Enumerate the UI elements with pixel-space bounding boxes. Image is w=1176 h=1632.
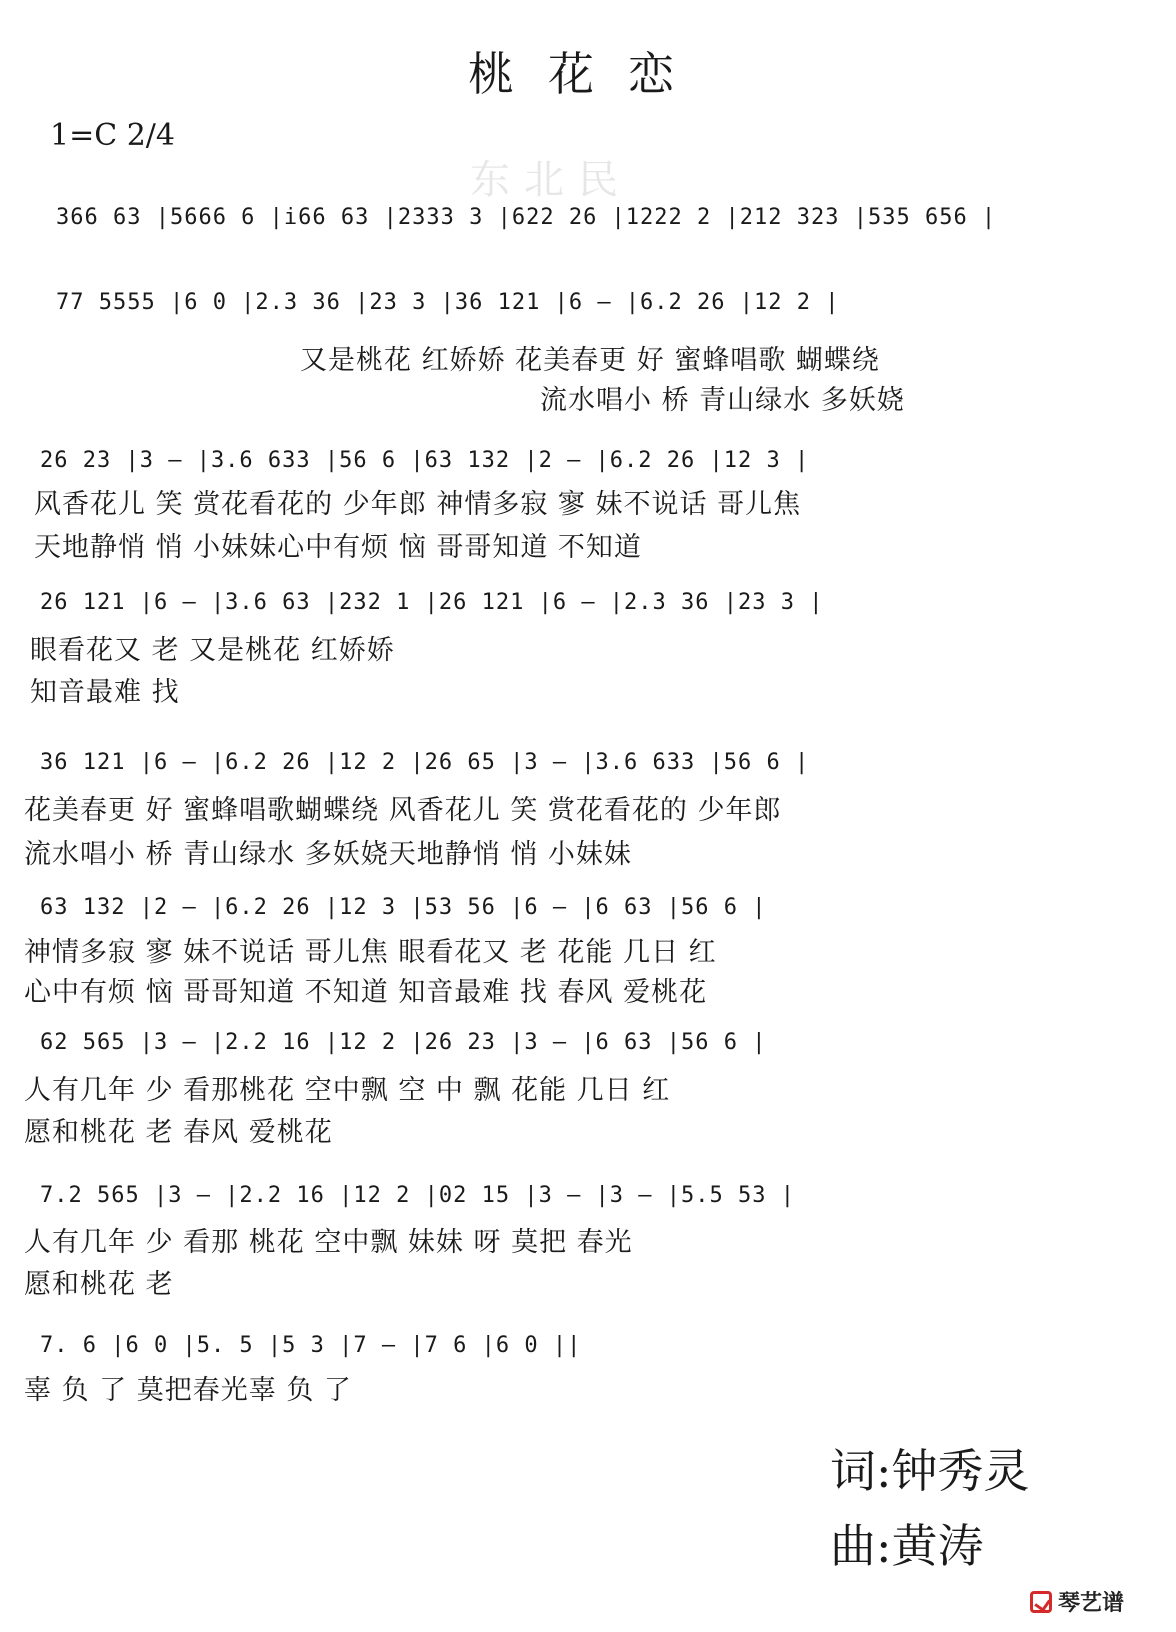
lyric-verse-2: 流水唱小 桥 青山绿水 多妖娆天地静悄 悄 小妹妹 bbox=[24, 839, 632, 870]
lyric-verse-1: 又是桃花 红娇娇 花美春更 好 蜜蜂唱歌 蝴蝶绕 bbox=[300, 345, 880, 376]
notation-line: 62 565 |3 — |2.2 16 |12 2 |26 23 |3 — |6 63 |56 6 | bbox=[40, 1030, 767, 1055]
lyric-verse-1: 人有几年 少 看那桃花 空中飘 空 中 飘 花能 几日 红 bbox=[24, 1075, 671, 1106]
notation-line: 7. 6 |6 0 |5. 5 |5 3 |7 — |7 6 |6 0 || bbox=[40, 1333, 582, 1358]
watermark-text: 东北民 bbox=[470, 157, 632, 203]
lyric-verse-2: 流水唱小 桥 青山绿水 多妖娆 bbox=[540, 385, 905, 416]
key-signature: 1=C 2/4 bbox=[50, 118, 175, 153]
lyric-verse-2: 愿和桃花 老 bbox=[24, 1269, 174, 1300]
notation-line: 36 121 |6 — |6.2 26 |12 2 |26 65 |3 — |3.6 633 |56 6 | bbox=[40, 750, 810, 775]
lyric-verse-1: 眼看花又 老 又是桃花 红娇娇 bbox=[30, 635, 395, 666]
lyric-verse-2: 天地静悄 悄 小妹妹心中有烦 恼 哥哥知道 不知道 bbox=[34, 532, 642, 563]
notation-line: 26 23 |3 — |3.6 633 |56 6 |63 132 |2 — |6.2 26 |12 3 | bbox=[40, 448, 810, 473]
song-title: 桃花恋 bbox=[468, 47, 708, 101]
composer-credit: 曲:黄涛 bbox=[830, 1519, 984, 1573]
notation-line: 7.2 565 |3 — |2.2 16 |12 2 |02 15 |3 — |3 — |5.5 53 | bbox=[40, 1183, 795, 1208]
lyric-verse-2: 知音最难 找 bbox=[30, 677, 180, 708]
lyric-verse-2: 愿和桃花 老 春风 爱桃花 bbox=[24, 1117, 333, 1148]
notation-line: 63 132 |2 — |6.2 26 |12 3 |53 56 |6 — |6 63 |56 6 | bbox=[40, 895, 767, 920]
logo-icon bbox=[1030, 1591, 1052, 1613]
notation-line: 366 63 |5666 6 |i66 63 |2333 3 |622 26 |1222 2 |212 323 |535 656 | bbox=[56, 205, 997, 230]
notation-line: 26 121 |6 — |3.6 63 |232 1 |26 121 |6 — |2.3 36 |23 3 | bbox=[40, 590, 824, 615]
lyric-verse-2: 心中有烦 恼 哥哥知道 不知道 知音最难 找 春风 爱桃花 bbox=[24, 977, 708, 1008]
notation-line: 77 5555 |6 0 |2.3 36 |23 3 |36 121 |6 — |6.2 26 |12 2 | bbox=[56, 290, 840, 315]
lyric-verse-1: 辜 负 了 莫把春光辜 负 了 bbox=[24, 1375, 352, 1406]
lyricist-credit: 词:钟秀灵 bbox=[830, 1444, 1030, 1498]
lyric-verse-1: 风香花儿 笑 赏花看花的 少年郎 神情多寂 寥 妹不说话 哥儿焦 bbox=[34, 489, 802, 520]
lyric-verse-1: 花美春更 好 蜜蜂唱歌蝴蝶绕 风香花儿 笑 赏花看花的 少年郎 bbox=[24, 795, 782, 826]
lyric-verse-1: 人有几年 少 看那 桃花 空中飘 妹妹 呀 莫把 春光 bbox=[24, 1227, 633, 1258]
site-logo bbox=[1030, 1586, 1124, 1617]
lyric-verse-1: 神情多寂 寥 妹不说话 哥儿焦 眼看花又 老 花能 几日 红 bbox=[24, 937, 717, 968]
logo-text: 琴艺谱 bbox=[1058, 1591, 1125, 1616]
